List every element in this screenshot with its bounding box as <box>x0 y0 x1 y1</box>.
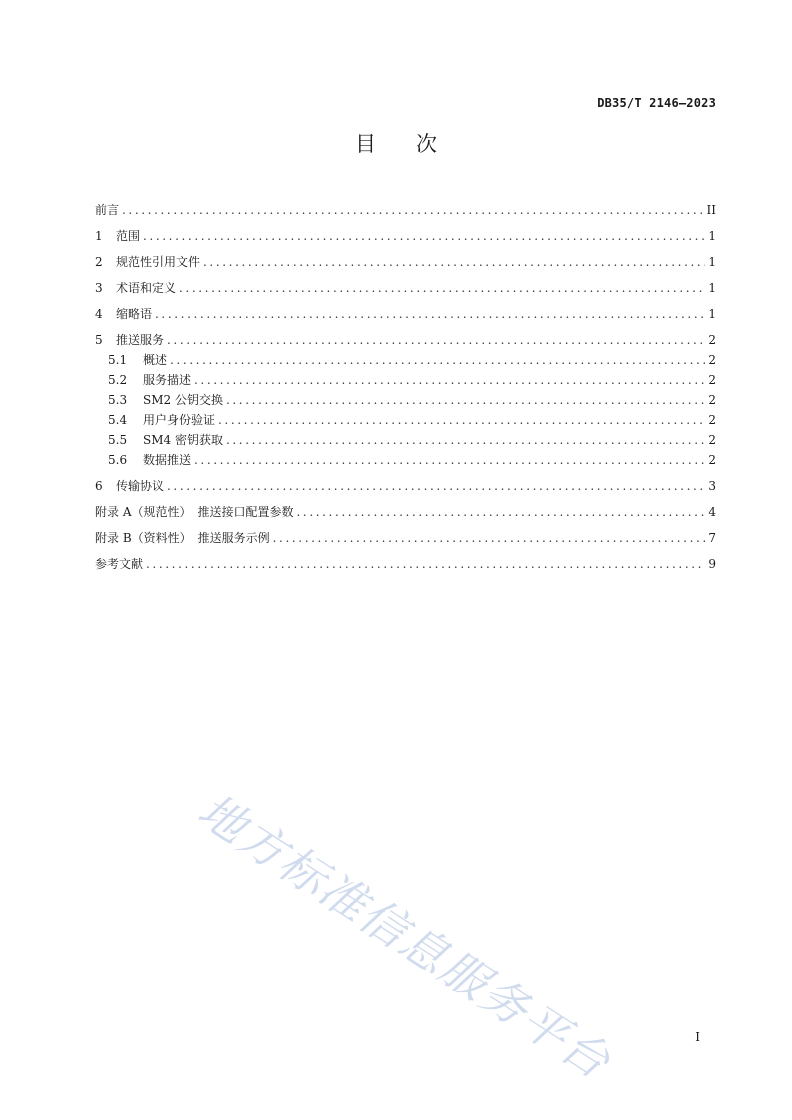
document-code: DB35/T 2146—2023 <box>597 96 716 110</box>
toc-entry-page: 2 <box>708 353 716 367</box>
toc-entry-number: 5 <box>95 333 103 347</box>
toc-entry-page: 7 <box>708 531 716 545</box>
toc-entry-label: 概述 <box>143 353 168 367</box>
toc-entry-label: 范围 <box>116 229 141 243</box>
toc-entry-number: 5.4 <box>108 413 128 427</box>
toc-entry-number: 1 <box>95 229 103 243</box>
toc-entry-label: 服务描述 <box>143 373 192 387</box>
toc-entry-number: 6 <box>95 479 103 493</box>
toc-entry-number: 2 <box>95 255 103 269</box>
watermark-text: 地方标准信息服务平台 <box>188 782 621 1090</box>
toc-entry-label: 前言 <box>95 203 120 217</box>
toc-entry-label: 缩略语 <box>116 307 153 321</box>
toc-entry-label: 传输协议 <box>116 479 165 493</box>
page-number: I <box>695 1030 700 1044</box>
toc-entry-label: 附录 A（规范性） 推送接口配置参数 <box>95 505 294 519</box>
toc-entry-page: 1 <box>708 307 716 321</box>
toc-entry-label: SM2 公钥交换 <box>143 393 223 407</box>
toc-entry-label: 用户身份验证 <box>143 413 216 427</box>
toc-entry-label: SM4 密钥获取 <box>143 433 223 447</box>
toc-entry-page: 2 <box>708 393 716 407</box>
toc-entry-page: 2 <box>708 453 716 467</box>
toc-entry-page: 1 <box>708 255 716 269</box>
toc-entry-page: 1 <box>708 229 716 243</box>
toc-entry-number: 5.5 <box>108 433 128 447</box>
toc-entry-label: 数据推送 <box>143 453 192 467</box>
toc-entry-label: 参考文献 <box>95 557 144 571</box>
toc-entry-number: 4 <box>95 307 103 321</box>
toc-entry-page: 9 <box>708 557 716 571</box>
toc-entry-number: 5.6 <box>108 453 128 467</box>
toc-entry-label: 附录 B（资料性） 推送服务示例 <box>95 531 270 545</box>
toc-title-char-2: 次 <box>416 132 437 156</box>
toc-entry-page: II <box>706 203 716 217</box>
toc-entry-label: 推送服务 <box>116 333 165 347</box>
toc-entry-page: 2 <box>708 333 716 347</box>
toc-entry-page: 2 <box>708 433 716 447</box>
toc-entry-label: 规范性引用文件 <box>116 255 201 269</box>
toc-entry-number: 5.2 <box>108 373 128 387</box>
toc-entry-page: 3 <box>708 479 716 493</box>
toc-title-char-1: 目 <box>355 132 376 156</box>
toc-entry-page: 2 <box>708 413 716 427</box>
toc-entry-label: 术语和定义 <box>116 281 177 295</box>
toc-entry-page: 4 <box>708 505 716 519</box>
toc-entry-page: 2 <box>708 373 716 387</box>
toc-entry-number: 3 <box>95 281 103 295</box>
toc-entry-number: 5.3 <box>108 393 128 407</box>
toc-entry-number: 5.1 <box>108 353 128 367</box>
toc-entry-page: 1 <box>708 281 716 295</box>
